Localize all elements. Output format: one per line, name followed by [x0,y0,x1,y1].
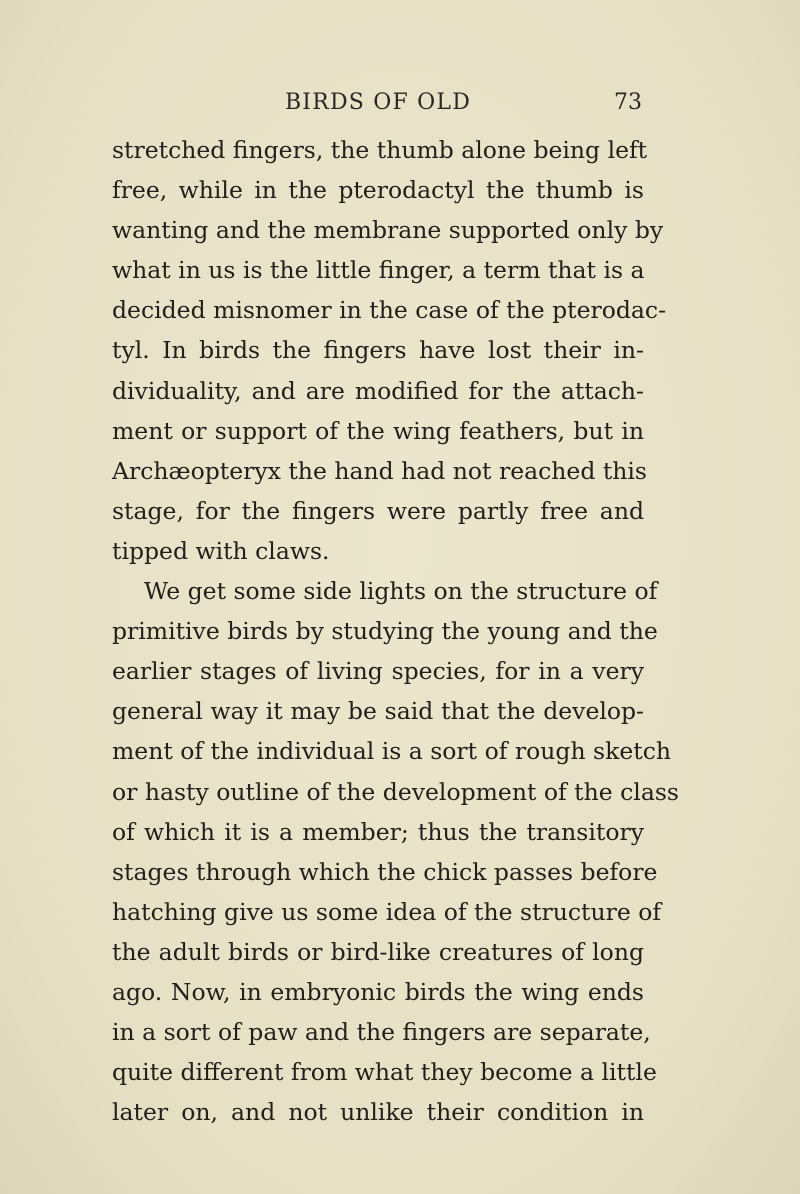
body-text [112,130,679,1172]
text-line: wanting and the membrane supported only by [112,216,664,245]
text-line: hatching give us some idea of the structure of [112,897,662,926]
paragraph-2 [112,571,679,1172]
text-line: stages through which the chick passes before [112,857,658,886]
text-line: in a sort of paw and the fingers are separate, [112,1018,651,1047]
text-line: or hasty outline of the development of the class [112,777,679,806]
text-line: the adult birds or bird-like creatures of long [112,937,644,966]
text-line: general way it may be said that the develop- [112,697,644,726]
text-line: earlier stages of living species, for in a very [112,657,644,686]
text-line: primitive birds by studying the young and the [112,617,658,646]
text-line: ment of the individual is a sort of rough sketch [112,737,671,766]
text-line: decided misnomer in the case of the pterodac- [112,296,667,325]
text-line: of which it is a member; thus the transitory [112,817,644,846]
text-line: We get some side lights on the structure of [144,577,658,606]
text-line: what in us is the little finger, a term that is a [112,256,645,285]
text-line: ment or support of the wing feathers, but in [112,416,644,445]
text-line: free, while in the pterodactyl the thumb is [112,176,644,205]
page-header [112,90,644,124]
paragraph-1 [112,130,667,571]
running-head: BIRDS OF OLD [284,90,472,115]
text-line: Archæopteryx the hand had not reached this [112,456,647,485]
text-line: stage, for the fingers were partly free and [112,496,644,525]
text-line [112,1132,644,1172]
text-line: quite different from what they become a little [112,1058,657,1087]
page-number: 73 [614,90,642,115]
text-line: later on, and not unlike their condition in [112,1098,644,1127]
text-line: ago. Now, in embryonic birds the wing ends [112,977,644,1006]
text-line: stretched fingers, the thumb alone being left [112,136,648,164]
text-line: dividuality, and are modified for the attach- [112,376,644,405]
text-line: tipped with claws. [112,536,330,565]
text-line: tyl. In birds the fingers have lost their in- [112,336,644,365]
